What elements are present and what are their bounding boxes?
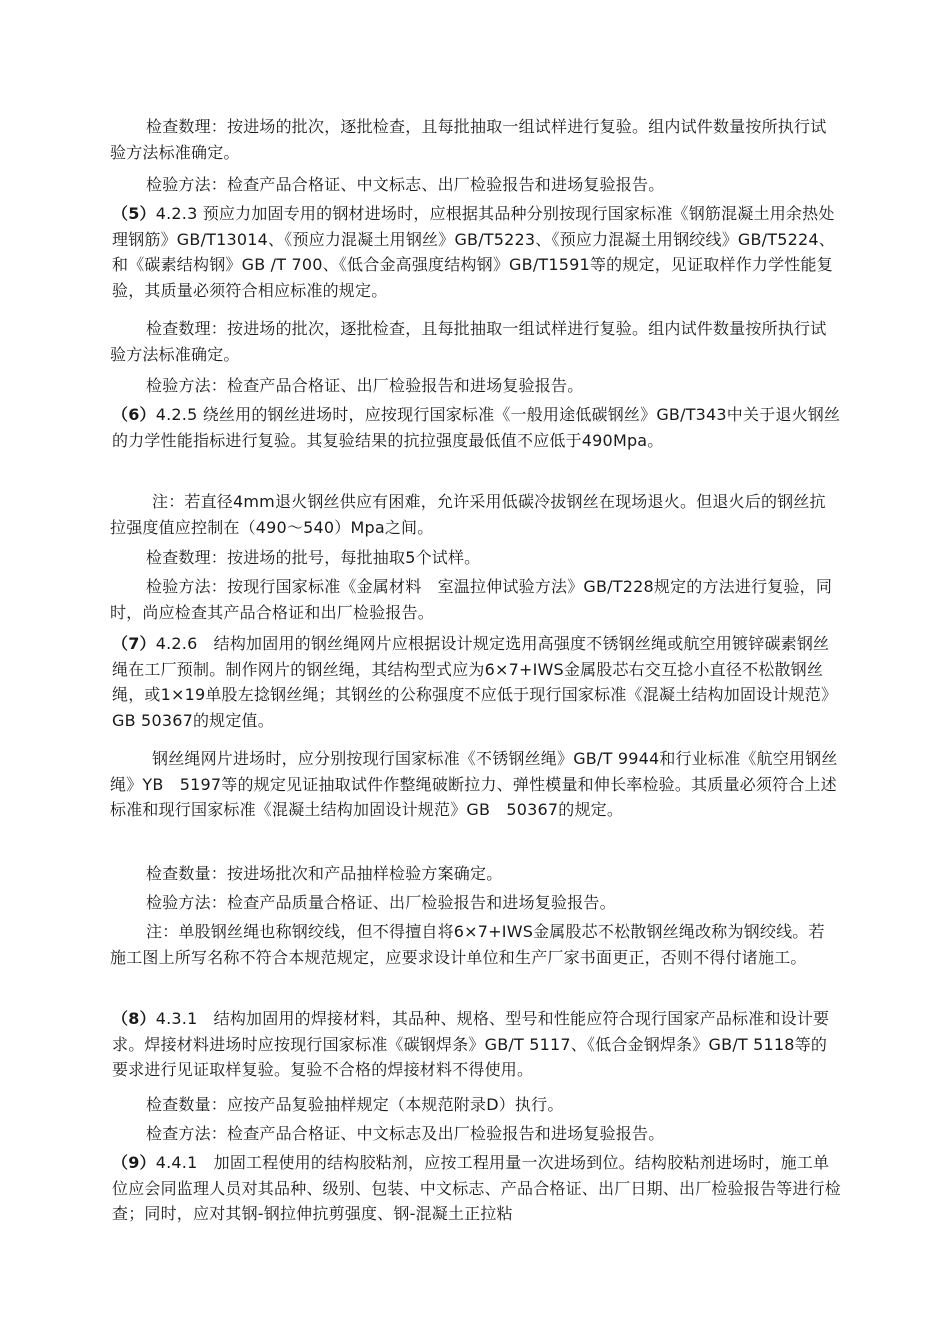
paragraph-check-quantity-2: 检查数理：按进场的批次，逐批检查，且每批抽取一组试样进行复验。组内试件数量按所执行试验方法标准确定。 <box>110 319 827 364</box>
note-strand: 注：单股钢丝绳也称钢绞线，但不得擅自将6×7+IWS金属股芯不松散钢丝绳改称为钢绞线。若施工图上所写名称不符合本规范规定，应要求设计单位和生产厂家书面更正，否则不得付诸施工。 <box>110 922 825 967</box>
clause-5: （5）4.2.3 预应力加固专用的钢材进场时，应根据其品种分别按现行国家标准《钢筋混凝土用余热处理钢筋》GB/T13014、《预应力混凝土用钢丝》GB/T5223、《预应力混凝土用钢绞线》GB/T5224、和《碳素结构钢》GB /T 700、《低合金高强度结构钢》GB/T1591等的规定，见证取样作力学性能复验，其质量必须符合相应标准的规定。 <box>112 204 835 300</box>
paragraph-check-method-2: 检验方法：检查产品合格证、出厂检验报告和进场复验报告。 <box>146 376 584 395</box>
clause-number: （6） <box>112 405 156 424</box>
clause-number: （8） <box>112 1009 156 1028</box>
paragraph-check-method-3: 检验方法：按现行国家标准《金属材料 室温拉伸试验方法》GB/T228规定的方法进行复验，同时，尚应检查其产品合格证和出厂检验报告。 <box>110 577 833 622</box>
paragraph-check-quantity-4: 检查数量：按进场批次和产品抽样检验方案确定。 <box>146 864 503 883</box>
paragraph-check-quantity-1: 检查数理：按进场的批次，逐批检查，且每批抽取一组试样进行复验。组内试件数量按所执行试验方法标准确定。 <box>110 117 827 162</box>
paragraph-check-method-1: 检验方法：检查产品合格证、中文标志、出厂检验报告和进场复验报告。 <box>146 175 665 194</box>
clause-9: （9）4.4.1 加固工程使用的结构胶粘剂，应按工程用量一次进场到位。结构胶粘剂进场时，施工单位应会同监理人员对其品种、级别、包装、中文标志、产品合格证、出厂日期、出厂检验报告等进行检查；同时，应对其钢-钢拉伸抗剪强度、钢-混凝土正拉粘 <box>112 1153 842 1224</box>
paragraph-check-quantity-3: 检查数理：按进场的批号，每批抽取5个试样。 <box>146 548 481 567</box>
clause-6: （6）4.2.5 绕丝用的钢丝进场时，应按现行国家标准《一般用途低碳钢丝》GB/T343中关于退火钢丝的力学性能指标进行复验。其复验结果的抗拉强度最低值不应低于490Mpa。 <box>112 405 841 450</box>
clause-number: （7） <box>112 634 156 653</box>
paragraph-wire-mesh-entry: 钢丝绳网片进场时，应分别按现行国家标准《不锈钢丝绳》GB/T 9944和行业标准《航空用钢丝绳》YB 5197等的规定见证抽取试件作整绳破断拉力、弹性模量和伸长率检验。其质量必须符合上述标准和现行国家标准《混凝土结构加固设计规范》GB 50367的规定。 <box>110 749 838 820</box>
note-annealed-wire: 注：若直径4mm退火钢丝供应有困难，允许采用低碳冷拔钢丝在现场退火。但退火后的钢丝抗拉强度值应控制在（490～540）Mpa之间。 <box>110 492 826 537</box>
clause-number: （9） <box>112 1153 156 1172</box>
clause-number: （5） <box>112 204 156 223</box>
paragraph-check-method-4: 检验方法：检查产品质量合格证、出厂检验报告和进场复验报告。 <box>146 893 616 912</box>
clause-7: （7）4.2.6 结构加固用的钢丝绳网片应根据设计规定选用高强度不锈钢丝绳或航空用镀锌碳素钢丝绳在工厂预制。制作网片的钢丝绳，其结构型式应为6×7+IWS金属股芯右交互捻小直径不松散钢丝绳，或1×19单股左捻钢丝绳；其钢丝的公称强度不应低于现行国家标准《混凝土结构加固设计规范》GB 50367的规定值。 <box>112 634 838 730</box>
paragraph-check-quantity-5: 检查数量：应按产品复验抽样规定（本规范附录D）执行。 <box>146 1095 564 1114</box>
paragraph-check-method-5: 检查方法：检查产品合格证、中文标志及出厂检验报告和进场复验报告。 <box>146 1124 665 1143</box>
clause-8: （8）4.3.1 结构加固用的焊接材料，其品种、规格、型号和性能应符合现行国家产品标准和设计要求。焊接材料进场时应按现行国家标准《碳钢焊条》GB/T 5117、《低合金钢焊条》GB/T 5118等的要求进行见证取样复验。复验不合格的焊接材料不得使用。 <box>112 1009 830 1080</box>
